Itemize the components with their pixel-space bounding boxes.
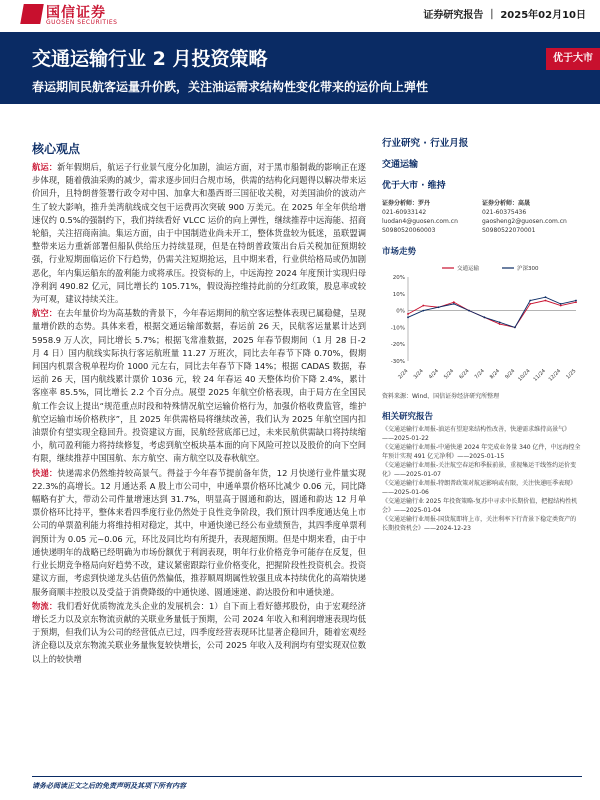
analyst-name: 高晟 <box>518 200 531 207</box>
report-date: ——2025-01-22 <box>382 434 429 442</box>
series-point-1 <box>499 321 501 323</box>
report-date: ——2025-01-15 <box>457 452 505 460</box>
series-point-1 <box>453 303 455 305</box>
x-tick-label: 2/24 <box>397 368 410 381</box>
list-item[interactable] <box>382 462 582 479</box>
list-item[interactable] <box>382 480 582 497</box>
x-tick-label: 11/24 <box>532 368 547 383</box>
x-tick-label: 1/25 <box>565 368 578 381</box>
y-tick-label: -30% <box>390 359 405 365</box>
series-point-1 <box>483 316 485 318</box>
series-point-1 <box>468 310 470 312</box>
series-point-1 <box>438 306 440 308</box>
list-item[interactable] <box>382 516 582 533</box>
footer-divider <box>32 776 582 777</box>
paragraph-logistics <box>32 600 366 666</box>
analyst-role: 证券分析师： <box>482 200 519 207</box>
series-point-1 <box>545 296 547 298</box>
report-date: ——2025-01-07 <box>394 470 441 478</box>
list-item[interactable] <box>382 498 582 515</box>
x-tick-label: 7/24 <box>473 368 486 381</box>
y-tick-label: -10% <box>390 325 405 332</box>
series-point-1 <box>575 300 577 302</box>
paragraph-text: 快递需求仍然维持较高景气。得益于今年春节提前备年货，12 月快递行业件量实现 22.3%的高增长。12 月通达系 A 股上市公司中，申通单票价格环比减少 0.06 元，同比降幅略有扩大，带动公司件量增速达到 31.7%，明显高于圆通和韵达，圆通和韵达 12 月单票价格环比持平，整体来看四季度行业仍然处于良性竞争阶段，我们预计四季度通达兔上市公司的单票盈利能力将维持相对稳定，其中，申通快递已经公布业绩预告，其四季度单票利润预计为 0.05 元~0.06 元，环比及同比均有所提升，表现超预期。但是中期来看，由于中通快递明年的战略已经明确为市场份额优于利润表现，明年行业价格竞争可能存在反复，但行业长期竞争格局向好趋势不改，建议紧密跟踪行业价格变化，把握阶段性投资机会。投资建议方面，考虑到快递龙头估值仍然偏低，推荐顺周期属性较强且成本持续优化的高端快递服务商顺丰控股以及受益于消费降级的中通快递、圆通速递、韵达股份和申通快递。 <box>32 467 366 597</box>
series-point-1 <box>422 310 424 312</box>
paragraph-shipping <box>32 161 366 306</box>
x-tick-label: 4/24 <box>427 368 440 381</box>
y-tick-label: 10% <box>392 291 405 298</box>
report-link: 《交通运输行业周报-关注航空春运和季报前景，重视集运干线签约运价变化》 <box>382 462 577 478</box>
industry-label: 行业研究 · 行业月报 <box>382 138 469 149</box>
list-item[interactable] <box>382 426 582 443</box>
x-tick-label: 5/24 <box>443 368 456 381</box>
report-link: 《交通运输行业周报-国货航即将上市，关注利率下行背景下稳定类资产的长期投资机会》 <box>382 516 577 532</box>
paragraph-lead: 航空： <box>32 308 58 319</box>
y-tick-label: 20% <box>392 275 405 281</box>
x-tick-label: 10/24 <box>517 368 532 383</box>
sector-label: 交通运输 <box>382 160 419 170</box>
paragraph-text: 在去年量价均为高基数的背景下，今年春运期间的航空客运整体表现已属稳健，呈现量增价跌的态势。具体来看，根据交通运输部数据，春运前 26 天，民航客运量累计达到 5958.9 万人次，同比增长 5.7%；根据飞常准数据，2025 年春节假期间（1 月 28 日-2 月 4 日）国内航线实际执行客运航班量 11.27 万班次，同比去年春节下降 0.70%，假期间国内机票含税单程均价 1000 元左右，同比去年春节下降 14%；根据 CADAS 数据，春运前 26 天，国内航线累计票价 1036 元，较 24 年春运 40 天整体均价下降 2.4%，累计客座率 85.5%，同比增长 2.2 个百分点。展望 2025 年航空价格表现，由于局方在全国民航工作会议上提出“规范重点时段和特殊情况航空运输价格行为，加强价格收费监管，维护航空运输市场价格秩序”，且 2025 年供需格局将继续改善，我们认为 2025 年航空国内扣油票价有望实现全稳回升。投资建议方面，民航经营底部已过，未来民航供需缺口将持续缩小，航司盈利能力将持续修复，考虑到航空板块基本面的向下风险可控以及股价的向下空间有限，继续推荐中国国航、东方航空、南方航空以及春秋航空。 <box>32 308 366 464</box>
x-tick-label: 9/24 <box>504 368 517 381</box>
brand-name: 国信证券 <box>46 5 106 21</box>
brand-mark-icon <box>20 4 44 24</box>
series-point-0 <box>407 313 409 315</box>
paragraph-aviation <box>32 307 366 465</box>
report-date: ——2025-01-06 <box>382 488 429 496</box>
analyst-block <box>382 199 582 235</box>
report-title: 交通运输行业 2 月投资策略 <box>32 48 268 70</box>
series-line-0 <box>408 301 576 328</box>
series-point-0 <box>575 301 577 303</box>
analyst-card <box>382 199 482 235</box>
analyst-cert: S0980520060003 <box>382 227 436 234</box>
legend-label: 交通运输 <box>457 266 480 272</box>
x-tick-label: 8/24 <box>488 368 502 381</box>
series-point-0 <box>453 301 455 303</box>
sidebar <box>382 135 582 534</box>
x-tick-label: 6/24 <box>458 368 471 381</box>
report-date: ——2024-12-23 <box>424 524 471 532</box>
report-link: 《交通运输行业 2025 年投资策略-复苏中寻求中长期价值，把握结构性机会》 <box>382 498 578 514</box>
analyst-phone: 021-60375436 <box>482 209 527 216</box>
market-trend-chart <box>382 261 582 387</box>
analyst-cert: S0980522070001 <box>482 227 536 234</box>
series-point-0 <box>545 300 547 302</box>
series-point-1 <box>560 303 562 305</box>
series-line-1 <box>408 297 576 327</box>
analyst-name: 罗丹 <box>418 200 431 207</box>
paragraph-lead: 物流： <box>32 600 58 611</box>
paragraph-lead: 快递： <box>32 467 58 478</box>
series-point-0 <box>560 305 562 307</box>
series-point-0 <box>529 303 531 305</box>
report-link: 《交通运输行业周报-中通快递 2024 年完成业务量 340 亿件，中远海控全年预计实现 491 亿元净利》 <box>382 444 581 460</box>
paragraph-express <box>32 467 366 599</box>
chart-source: 资料来源：Wind、国信证券经济研究所整理 <box>382 393 500 400</box>
rating-tag: 优于大市 <box>546 48 600 70</box>
market-trend-title: 市场走势 <box>382 247 417 257</box>
brand-logo <box>22 2 142 28</box>
list-item[interactable] <box>382 444 582 461</box>
analyst-card <box>482 199 582 235</box>
related-reports-title: 相关研究报告 <box>382 412 434 422</box>
brand-name-en: GUOSEN SECURITIES <box>46 19 118 26</box>
report-link: 《交通运输行业周报-油运有望迎来结构性改善，快递需求维持高景气》 <box>382 426 571 433</box>
y-tick-label: 0% <box>396 308 405 315</box>
y-tick-label: -20% <box>390 342 405 349</box>
rating-label: 优于大市 · 维持 <box>382 181 446 191</box>
series-point-0 <box>422 305 424 307</box>
series-point-0 <box>499 323 501 325</box>
report-subtitle: 春运期间民航客运量升价跌，关注油运需求结构性变化带来的运价向上弹性 <box>32 80 429 94</box>
paragraph-lead: 航运： <box>32 162 58 172</box>
x-tick-label: 3/24 <box>412 368 425 381</box>
footer-disclaimer: 请务必阅读正文之后的免责声明及其项下所有内容 <box>32 782 186 790</box>
main-column <box>32 140 366 667</box>
related-reports-list <box>382 426 582 533</box>
report-header <box>0 32 600 104</box>
analyst-phone: 021-60933142 <box>382 209 427 216</box>
paragraph-text: 我们看好优质物流龙头企业的发展机会：1）自下而上看好德邦股份，由于宏观经济增长乏力以及京东物流贡献的关联业务量低于预期，公司 2024 年收入和利润增速表现均低于预期，但我们认为公司的经营低点已过，四季度经营表现环比显著企稳回升，随着宏观经济企稳以及京东物流关联业务量恢复较快增长，公司 2025 年收入及利润均有望实现双位数以上的较快增 <box>32 600 366 664</box>
series-point-1 <box>514 327 516 329</box>
section-title: 核心观点 <box>32 142 81 156</box>
series-point-1 <box>529 300 531 302</box>
doc-type-date: 证券研究报告 ｜ 2025年02月10日 <box>423 10 586 21</box>
report-link: 《交通运输行业周报-特朗普政策对航运影响或有限，关注快递旺季表现》 <box>382 480 577 487</box>
legend-label: 沪深300 <box>517 266 539 272</box>
report-date: ——2025-01-04 <box>394 506 441 514</box>
top-bar <box>0 0 600 32</box>
series-point-1 <box>407 316 409 318</box>
analyst-email[interactable]: luodan4@guosen.com.cn <box>382 218 458 225</box>
analyst-email[interactable]: gaosheng2@guosen.com.cn <box>482 218 567 225</box>
paragraph-text: 新年假期后，航运子行业景气度分化加剧，油运方面，对于黑市船制裁的影响正在逐步体现，随着俄油采购的减少，需求逐步回归合规市场，供需的结构化问题得以解决带来运价回升，且特朗普签署行政令对中国、加拿大和墨西哥三国征收关税，对美国油价的波动产生了较大影响，推升美湾航线成交包干运费再次突破 900 万美元。在 2025 年全年供给增速仅约 0.5%的强制约下，我们持续看好 VLCC 运价的向上弹性，继续推荐中远海能、招商轮船，关注招商南油。集运方面，由于中国制造业尚未开工，整体货盘较为低迷，虽联盟调整带来运力重新部署但船队供给压力持续显现，但是在特朗普政策出台后关税加征预期较强，行业短期面临运价下行趋势，仍需关注短期抢运，且中期来看，行业供给格局或仍加剧恶化，年内集运船东的盈利能力或将承压。投资标的上，中远海控 2024 年度预计实现归母净利润 490.82 亿元，同比增长约 105.71%，假设海控维持此前的分红政策，股息率或较为可观，建议持续关注。 <box>32 162 366 305</box>
analyst-role: 证券分析师： <box>382 200 419 207</box>
x-tick-label: 12/24 <box>547 368 563 383</box>
